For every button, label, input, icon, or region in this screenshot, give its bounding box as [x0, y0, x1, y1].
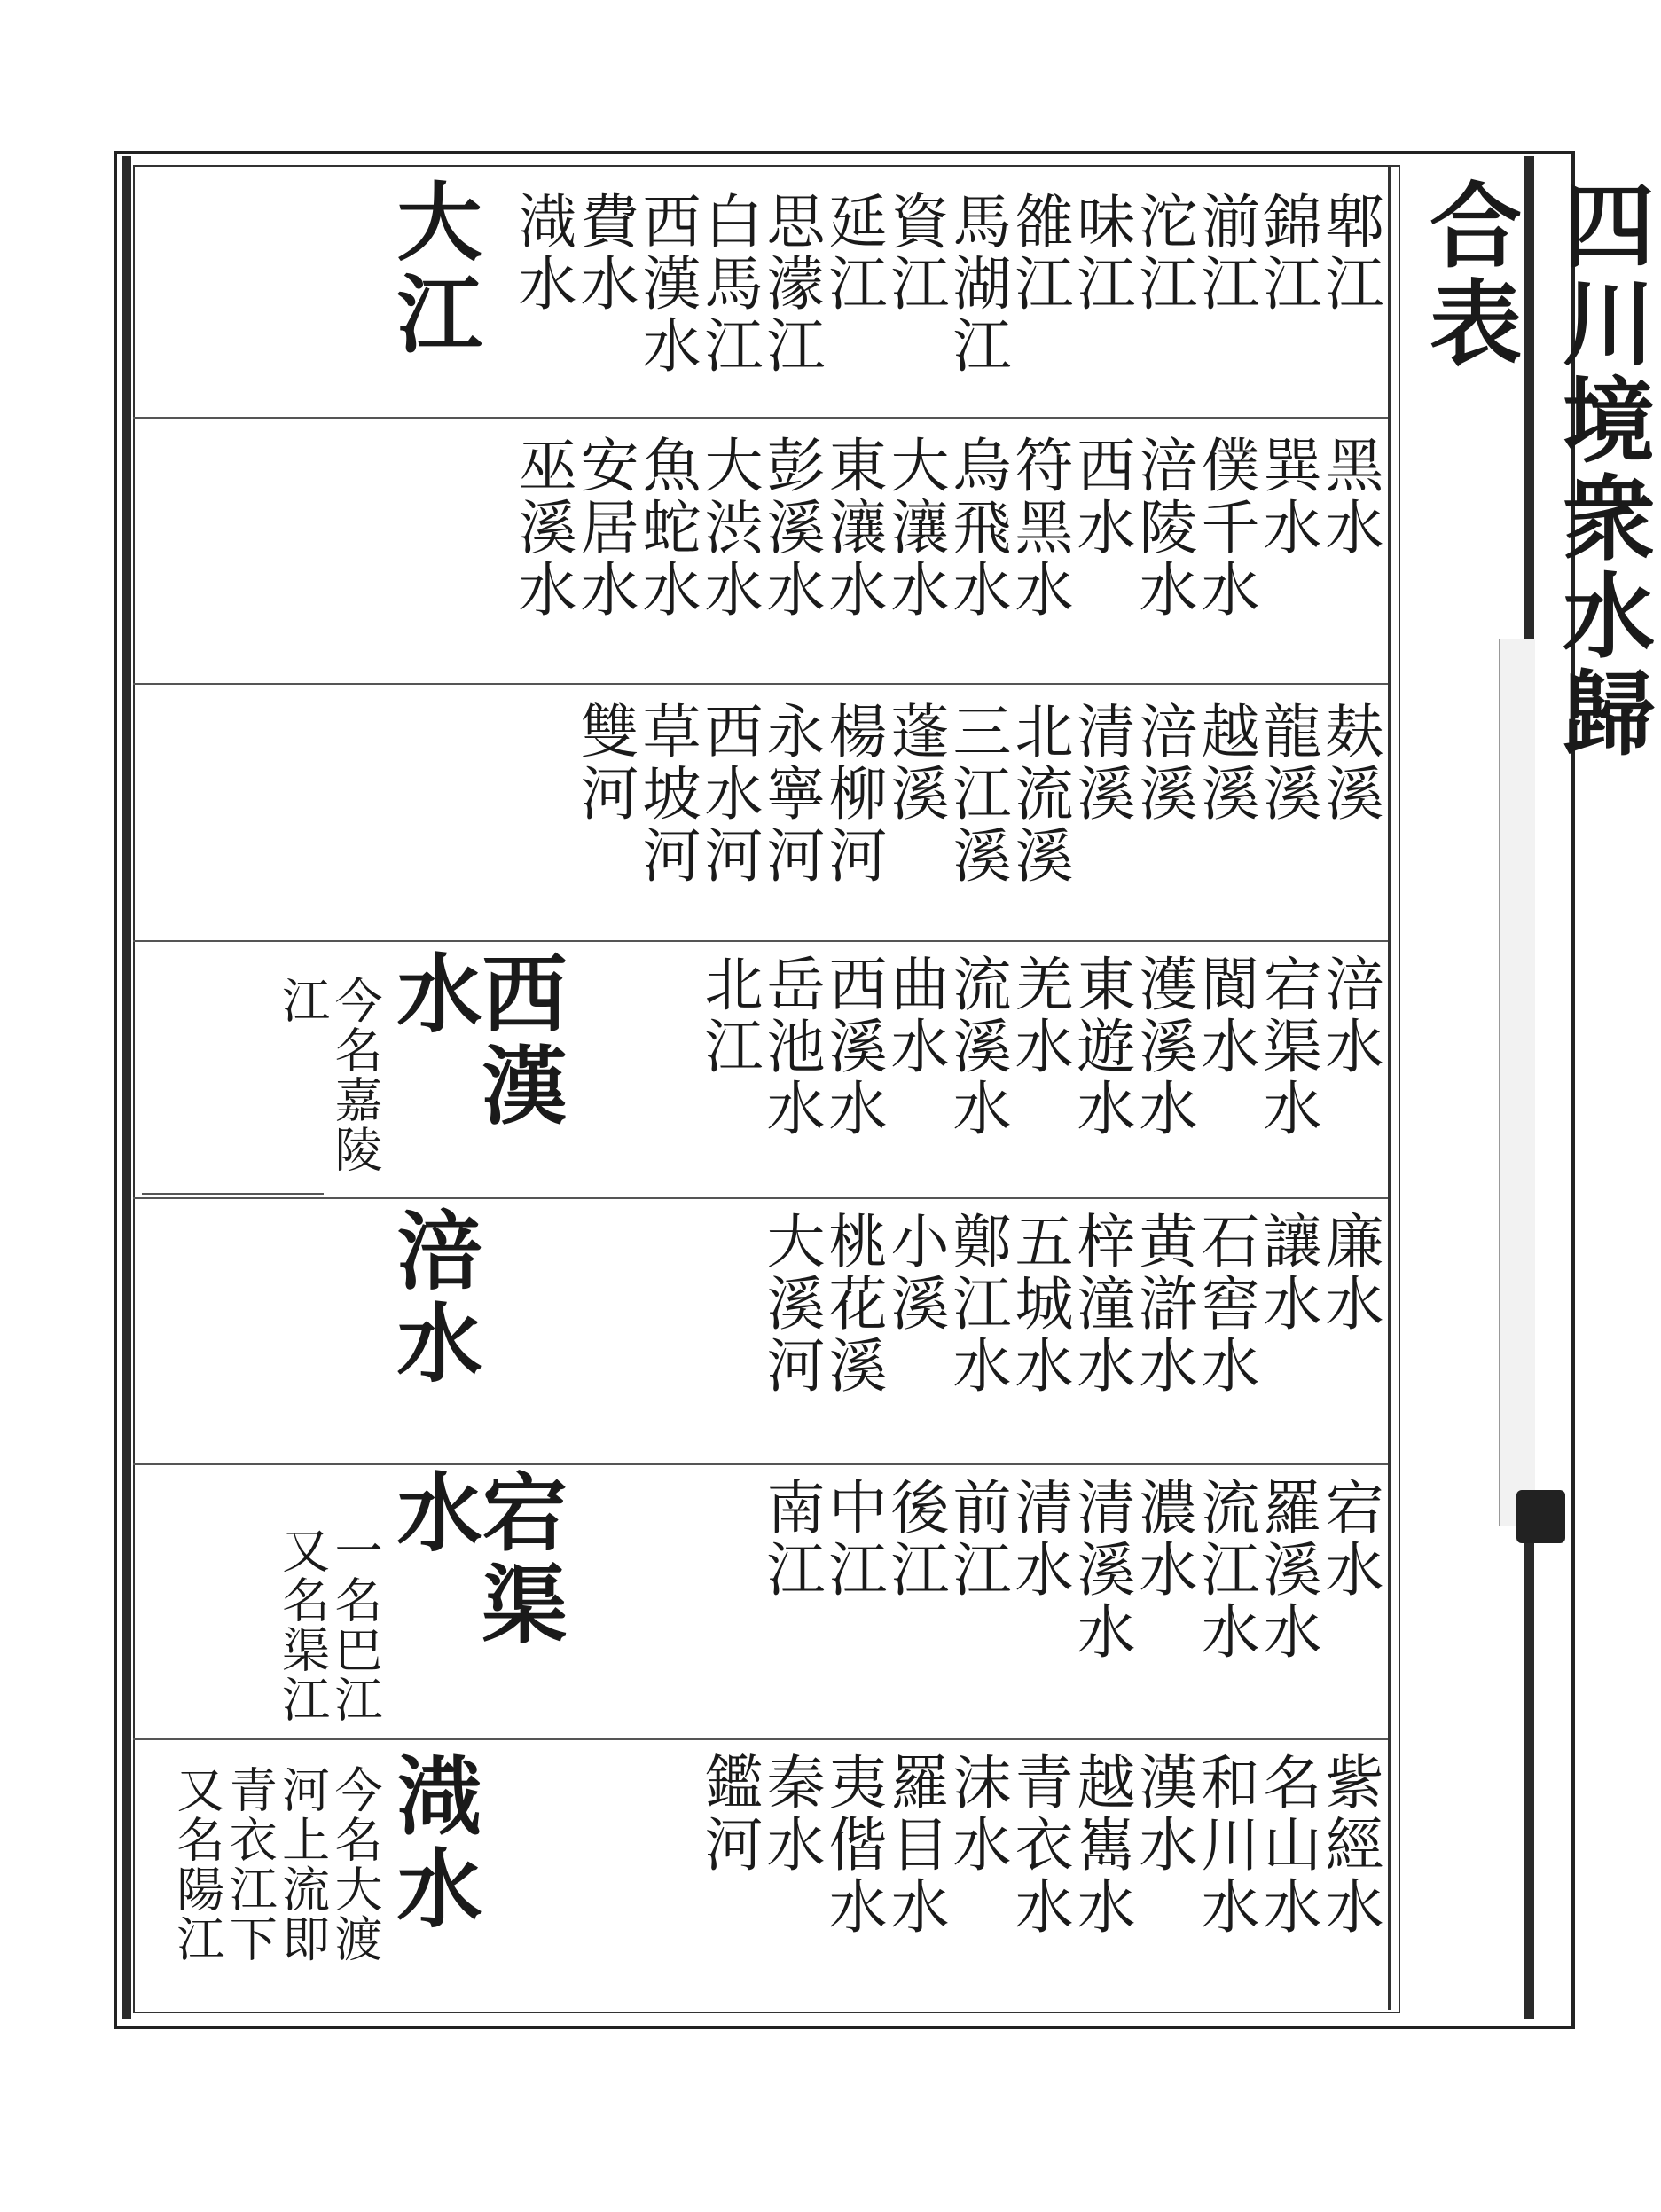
river-name: 大瀼水 — [881, 435, 949, 621]
river-name: 錦江 — [1253, 191, 1321, 315]
river-name: 宕渠水 — [1253, 953, 1321, 1140]
river-name: 越嶲水 — [1067, 1752, 1135, 1938]
river-name: 黄滸水 — [1129, 1211, 1197, 1397]
river-name: 大溪河 — [756, 1211, 825, 1397]
river-name: 楊柳河 — [819, 701, 887, 887]
river-name: 清溪水 — [1067, 1477, 1135, 1663]
left-border-bar — [122, 156, 131, 2019]
river-name: 南江 — [756, 1477, 825, 1601]
row-note: 今名嘉陵江 — [274, 976, 383, 1174]
river-name: 清水 — [1005, 1477, 1073, 1601]
row-divider — [133, 417, 1388, 419]
river-name: 青衣水 — [1005, 1752, 1073, 1938]
row-note: 一名巴江又名渠江 — [274, 1526, 383, 1724]
row-heading: 大江 — [383, 177, 483, 362]
river-name: 五城水 — [1005, 1211, 1073, 1397]
river-name: 流江水 — [1191, 1477, 1259, 1663]
river-name: 馬湖江 — [943, 191, 1011, 377]
river-name: 羅溪水 — [1253, 1477, 1321, 1663]
river-name: 西水 — [1067, 435, 1135, 559]
river-name: 西溪水 — [819, 953, 887, 1140]
river-name: 閬水 — [1191, 953, 1259, 1078]
river-name: 涪水 — [1315, 953, 1383, 1078]
river-name: 東瀼水 — [819, 435, 887, 621]
river-name: 濩溪水 — [1129, 953, 1197, 1140]
row-heading: 渽水 — [383, 1752, 483, 1936]
river-name: 西漢水 — [632, 191, 701, 377]
river-name: 湔江 — [1191, 191, 1259, 315]
river-name: 流溪水 — [943, 953, 1011, 1140]
river-name: 龍溪 — [1253, 701, 1321, 825]
row-heading: 涪水 — [383, 1206, 483, 1391]
river-name: 資江 — [881, 191, 949, 315]
river-name: 雒江 — [1005, 191, 1073, 315]
river-name: 岳池水 — [756, 953, 825, 1140]
river-name: 中江 — [819, 1477, 887, 1601]
river-name: 東遊水 — [1067, 953, 1135, 1140]
river-name: 前江 — [943, 1477, 1011, 1601]
river-name: 漢水 — [1129, 1752, 1197, 1876]
river-name: 和川水 — [1191, 1752, 1259, 1938]
row-divider — [133, 1463, 1388, 1465]
river-name: 羅目水 — [881, 1752, 949, 1938]
row-note: 今名大渡河上流即青衣江下又名陽江 — [168, 1765, 383, 1964]
river-name: 北流溪 — [1005, 701, 1073, 887]
river-name: 麸溪 — [1315, 701, 1383, 825]
river-name: 宕水 — [1315, 1477, 1383, 1601]
river-name: 紫經水 — [1315, 1752, 1383, 1938]
river-name: 巽水 — [1253, 435, 1321, 559]
river-name: 鄭江水 — [943, 1211, 1011, 1397]
river-name: 廉水 — [1315, 1211, 1383, 1335]
river-name: 鑑河 — [694, 1752, 763, 1876]
river-name: 符黑水 — [1005, 435, 1073, 621]
river-name: 僕千水 — [1191, 435, 1259, 621]
river-name: 大渋水 — [694, 435, 763, 621]
river-name: 郫江 — [1315, 191, 1383, 315]
river-name: 黑水 — [1315, 435, 1383, 559]
river-name: 濃水 — [1129, 1477, 1197, 1601]
river-name: 雙河 — [570, 701, 639, 825]
river-name: 延江 — [819, 191, 887, 315]
river-name: 沱江 — [1129, 191, 1197, 315]
river-name: 魚蛇水 — [632, 435, 701, 621]
river-name: 桃花溪 — [819, 1211, 887, 1397]
river-name: 西水河 — [694, 701, 763, 887]
river-name: 涪溪 — [1129, 701, 1197, 825]
river-name: 越溪 — [1191, 701, 1259, 825]
row-heading: 西漢水 — [383, 949, 568, 1133]
river-name: 沫水 — [943, 1752, 1011, 1876]
row-divider — [133, 1197, 1388, 1199]
river-name: 思濛江 — [756, 191, 825, 377]
river-name: 北江 — [694, 953, 763, 1078]
river-name: 小溪 — [881, 1211, 949, 1335]
river-name: 永寧河 — [756, 701, 825, 887]
river-name: 曲水 — [881, 953, 949, 1078]
river-name: 三江溪 — [943, 701, 1011, 887]
river-name: 讓水 — [1253, 1211, 1321, 1335]
river-name: 石窖水 — [1191, 1211, 1259, 1397]
river-name: 名山水 — [1253, 1752, 1321, 1938]
river-name: 彭溪水 — [756, 435, 825, 621]
river-name: 夷偕水 — [819, 1752, 887, 1938]
river-name: 烏飛水 — [943, 435, 1011, 621]
river-name: 白馬江 — [694, 191, 763, 377]
river-name: 梓潼水 — [1067, 1211, 1135, 1397]
river-name: 草坡河 — [632, 701, 701, 887]
row-heading: 宕渠水 — [383, 1468, 568, 1652]
ink-blot — [1516, 1490, 1565, 1543]
river-name: 清溪 — [1067, 701, 1135, 825]
river-name: 涪陵水 — [1129, 435, 1197, 621]
river-name: 巫溪水 — [508, 435, 576, 621]
river-name: 味江 — [1067, 191, 1135, 315]
page-title: 四川境衆水歸合表 — [1414, 177, 1656, 763]
river-name: 羌水 — [1005, 953, 1073, 1078]
river-name: 後江 — [881, 1477, 949, 1601]
title-divider — [1388, 165, 1391, 2010]
river-name: 費水 — [570, 191, 639, 315]
row-divider — [133, 1738, 1388, 1740]
note-divider — [142, 1193, 324, 1195]
river-name: 渽水 — [508, 191, 576, 315]
river-name: 蓬溪 — [881, 701, 949, 825]
row-divider — [133, 940, 1388, 942]
river-name: 秦水 — [756, 1752, 825, 1876]
river-name: 安居水 — [570, 435, 639, 621]
row-divider — [133, 683, 1388, 685]
